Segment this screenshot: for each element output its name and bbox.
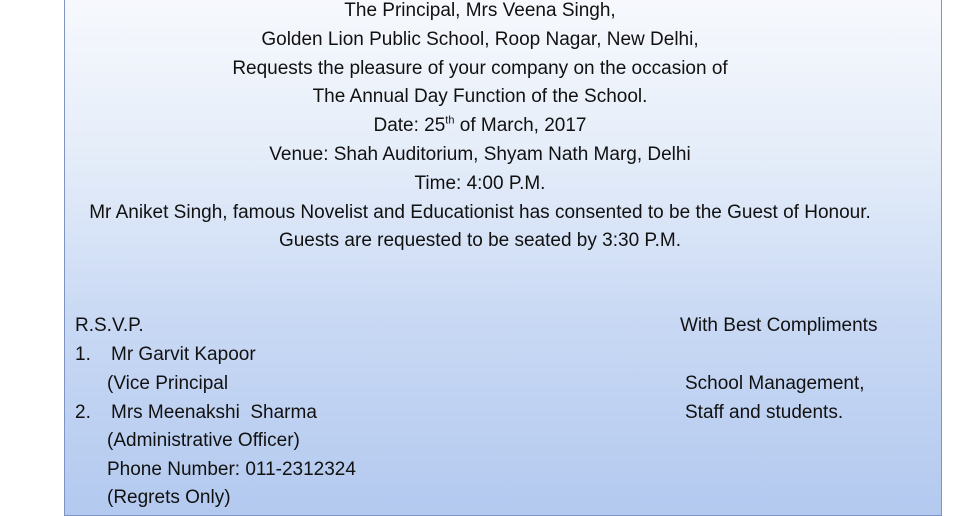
guest-line: Mr Aniket Singh, famous Novelist and Educationist has consented to be the Guest of Honour. [89,201,871,223]
rsvp-heading: R.S.V.P. [75,315,144,336]
occasion-line: The Annual Day Function of the School. [312,86,648,108]
contact-2-name: Mrs Meenakshi Sharma [111,402,317,423]
invitation-body [0,0,960,256]
regrets-only: (Regrets Only) [107,487,231,508]
compliments-line-2: Staff and students. [685,402,844,423]
date-superscript: th [445,114,455,127]
date-line [0,112,960,141]
contact-1-role: (Vice Principal [107,373,229,394]
contact-2-number: 2. [75,402,91,423]
school-line: Golden Lion Public School, Roop Nagar, New Delhi, [261,28,699,50]
compliments-heading: With Best Compliments [680,315,878,336]
compliments-line-1: School Management, [685,373,865,394]
contact-1-number: 1. [75,344,91,365]
request-line: Requests the pleasure of your company on the occasion of [232,57,728,79]
time-line: Time: 4:00 P.M. [414,172,546,194]
venue-line: Venue: Shah Auditorium, Shyam Nath Marg, Delhi [269,143,691,165]
phone-number: Phone Number: 011-2312324 [107,459,356,480]
date-prefix: Date: 25 [373,115,446,137]
seating-line: Guests are requested to be seated by 3:30 P.M. [278,230,682,252]
host-line: The Principal, Mrs Veena Singh, [344,0,616,21]
contact-1-name: Mr Garvit Kapoor [111,344,256,365]
contact-2-role: (Administrative Officer) [107,430,300,451]
date-suffix: of March, 2017 [454,115,587,137]
